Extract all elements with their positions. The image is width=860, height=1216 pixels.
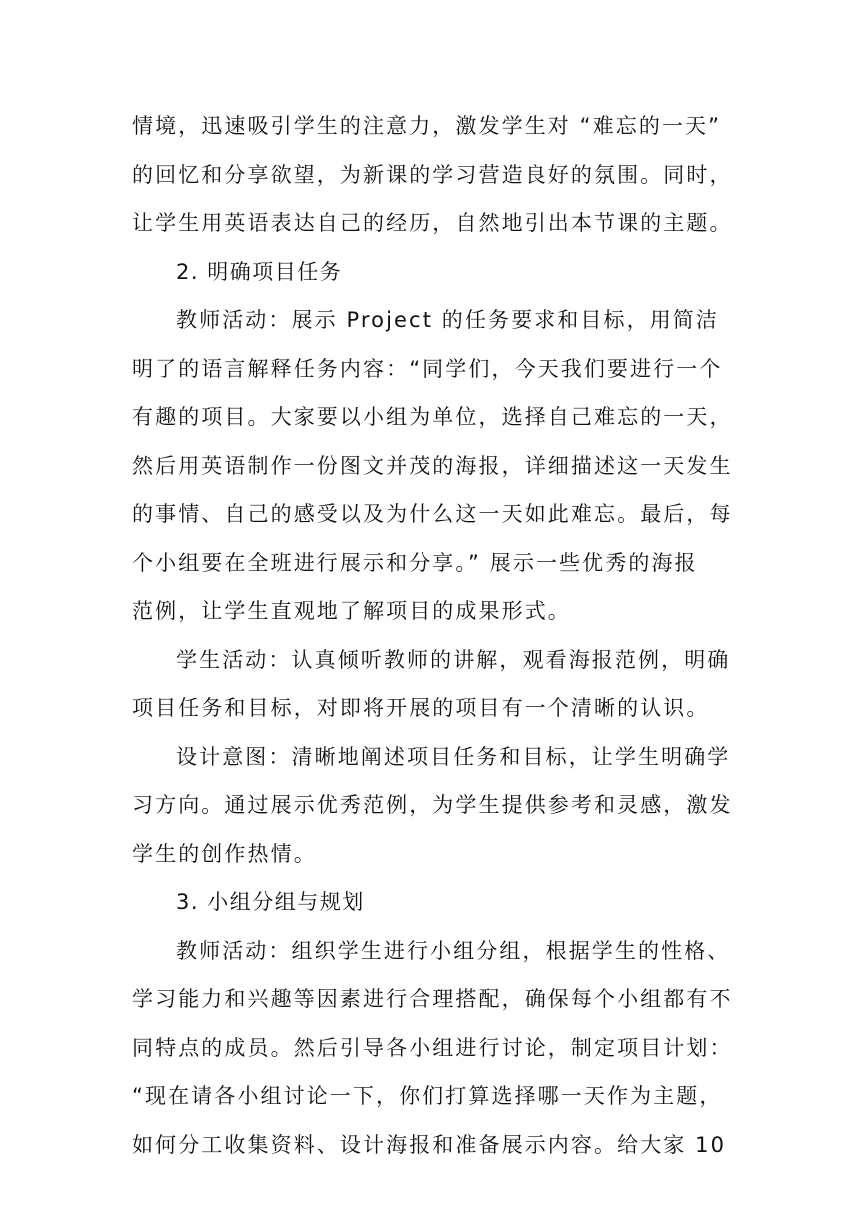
paragraph-line: 教师活动：展示 Project 的任务要求和目标，用简洁 [176,308,719,332]
paragraph-line: 设计意图：清晰地阐述项目任务和目标，让学生明确学 [176,744,731,769]
paragraph-line: 学生活动：认真倾听教师的讲解，观看海报范例，明确 [176,647,731,672]
paragraph-line: 让学生用英语表达自己的经历，自然地引出本节课的主题。 [132,211,733,235]
paragraph-line: 习方向。通过展示优秀范例，为学生提供参考和灵感，激发 [132,793,733,817]
paragraph-line: 学生的创作热情。 [132,841,317,866]
paragraph-line: 教师活动：组织学生进行小组分组，根据学生的性格、 [176,938,731,963]
paragraph-line: 有趣的项目。大家要以小组为单位，选择自己难忘的一天， [132,405,733,429]
paragraph-line: “现在请各小组讨论一下，你们打算选择哪一天作为主题， [132,1084,723,1108]
document-body [132,102,733,1169]
section-heading: 3. 小组分组与规划 [176,890,365,914]
section-heading: 2. 明确项目任务 [176,259,343,284]
paragraph-line: 明了的语言解释任务内容：“同学们，今天我们要进行一个 [132,356,723,381]
paragraph-line: 如何分工收集资料、设计海报和准备展示内容。给大家 10 [132,1132,727,1157]
paragraph-line: 情境，迅速吸引学生的注意力，激发学生对 “难忘的一天” [132,114,722,138]
paragraph-line: 的回忆和分享欲望，为新课的学习营造良好的氛围。同时， [132,162,733,187]
paragraph-line: 个小组要在全班进行展示和分享。” 展示一些优秀的海报 [132,550,698,575]
paragraph-line: 的事情、自己的感受以及为什么这一天如此难忘。最后，每 [132,502,733,526]
paragraph-line: 同特点的成员。然后引导各小组进行讨论，制定项目计划： [132,1035,733,1060]
paragraph-line: 学习能力和兴趣等因素进行合理搭配，确保每个小组都有不 [132,987,733,1011]
paragraph-line: 范例，让学生直观地了解项目的成果形式。 [132,599,571,623]
paragraph-line: 然后用英语制作一份图文并茂的海报，详细描述这一天发生 [132,453,733,478]
paragraph-line: 项目任务和目标，对即将开展的项目有一个清晰的认识。 [132,696,710,720]
